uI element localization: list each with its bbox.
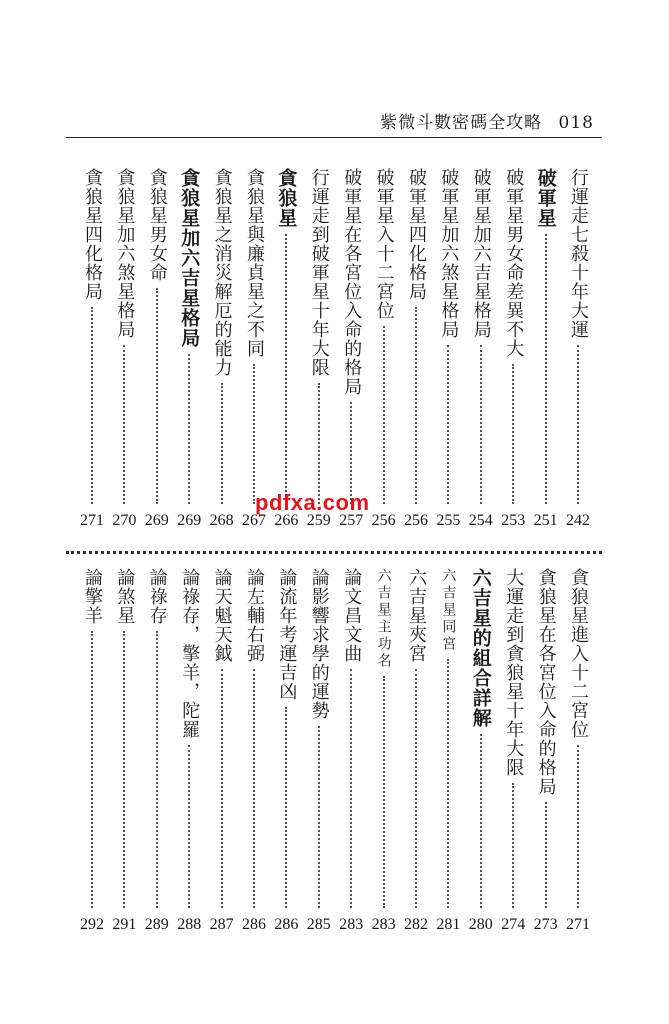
dot-leader — [415, 307, 417, 504]
toc-entry-page: 256 — [404, 512, 428, 529]
toc-entry-page: 289 — [144, 916, 169, 933]
toc-entry-title: 破軍星四化格局 — [406, 168, 427, 301]
toc-entry — [305, 568, 333, 934]
toc-entry-title: 破軍星加六吉星格局 — [470, 168, 492, 339]
toc-entry-title: 貪狼星加六吉星格局 — [178, 168, 201, 348]
toc-entry-page: 281 — [436, 916, 461, 933]
dot-leader — [253, 364, 255, 504]
toc-entry-page: 280 — [468, 916, 493, 933]
toc-entry-page: 268 — [209, 512, 234, 529]
toc-entry — [175, 568, 203, 934]
toc-entry-page: 256 — [371, 512, 396, 529]
dot-leader — [545, 802, 547, 908]
toc-entry — [337, 168, 365, 530]
toc-entry — [208, 168, 236, 530]
dot-leader — [156, 288, 158, 504]
toc-entry-title: 論文昌文曲 — [341, 568, 363, 663]
toc-entry — [370, 168, 398, 530]
toc-entry — [78, 168, 106, 530]
toc-entry-page: 286 — [242, 916, 266, 933]
toc-entry-title: 論天魁天鉞 — [211, 568, 233, 663]
toc-entry — [402, 168, 430, 530]
section-divider — [66, 551, 602, 554]
dot-leader — [221, 669, 223, 908]
toc-entry — [532, 168, 560, 530]
toc-entry-page: 271 — [80, 512, 104, 529]
running-header — [0, 108, 594, 133]
toc-entry — [532, 568, 560, 934]
toc-entry — [240, 168, 268, 530]
toc-entry-page: 259 — [306, 512, 331, 529]
toc-entry-page: 253 — [501, 512, 526, 529]
watermark: pdfxa.com — [255, 490, 370, 515]
toc-entry — [499, 568, 527, 934]
dot-leader — [383, 326, 385, 504]
dot-leader — [91, 307, 93, 504]
toc-entry — [467, 168, 495, 530]
toc-entry-title: 論祿存 — [146, 568, 168, 625]
dot-leader — [447, 345, 449, 504]
toc-entry-page: 291 — [112, 916, 137, 933]
toc-entry-page: 274 — [501, 916, 526, 933]
toc-entry-title: 論影響求學的運勢 — [308, 568, 330, 720]
toc-entry-title: 論祿存，擎羊，陀羅 — [179, 568, 201, 739]
dot-leader — [156, 631, 158, 908]
toc-entry-title: 六吉星同宮 — [440, 568, 457, 653]
toc-entry — [499, 168, 527, 530]
dot-leader — [188, 354, 190, 504]
toc-entry — [143, 168, 171, 530]
dot-leader — [123, 631, 125, 908]
dot-leader — [383, 676, 385, 908]
toc-entry-title: 貪狼星在各宮位入命的格局 — [535, 568, 557, 796]
toc-entry-title: 破軍星在各宮位入命的格局 — [341, 168, 363, 396]
toc-entry-page: 283 — [371, 916, 396, 933]
toc-entry — [434, 568, 462, 934]
toc-entry-title: 論煞星 — [114, 568, 136, 625]
header-rule — [66, 137, 602, 138]
toc-entry-page: 269 — [144, 512, 169, 529]
toc-entry — [370, 568, 398, 934]
book-title: 紫微斗數密碼全攻略 — [380, 113, 543, 133]
toc-entry-title: 論左輔右弼 — [244, 568, 265, 663]
dot-leader — [318, 726, 320, 908]
toc-entry-title: 破軍星男女命差異不大 — [503, 168, 525, 358]
header-page-number: 018 — [558, 113, 594, 133]
toc-entry — [564, 568, 592, 934]
toc-entry-title: 行運走七殺十年大運 — [568, 168, 589, 339]
dot-leader — [480, 345, 482, 504]
toc-entry — [240, 568, 268, 934]
dot-leader — [577, 345, 579, 504]
toc-entry-title: 破軍星加六煞星格局 — [438, 168, 460, 339]
toc-entry-page: 283 — [339, 916, 364, 933]
toc-entry-title: 行運走到破軍星十年大限 — [308, 168, 330, 377]
toc-entry-title: 大運走到貪狼星十年大限 — [503, 568, 525, 777]
toc-entry — [337, 568, 365, 934]
toc-entry — [78, 568, 106, 934]
dot-leader — [480, 734, 482, 908]
toc-entry — [175, 168, 203, 530]
dot-leader — [512, 783, 514, 908]
toc-entry-page: 270 — [112, 512, 137, 529]
toc-entry — [305, 168, 333, 530]
dot-leader — [350, 402, 352, 504]
toc-entry-title: 貪狼星之消災解厄的能力 — [211, 168, 233, 377]
toc-entry — [110, 168, 138, 530]
toc-entry-page: 273 — [533, 916, 558, 933]
toc-entry-title: 貪狼星 — [275, 168, 298, 228]
dot-leader — [221, 383, 223, 504]
dot-leader — [285, 234, 287, 504]
toc-entry — [208, 568, 236, 934]
toc-entry-title: 貪狼星與廉貞星之不同 — [244, 168, 265, 358]
toc-entry — [143, 568, 171, 934]
toc-entry-page: 266 — [274, 512, 299, 529]
toc-entry-title: 貪狼星加六煞星格局 — [114, 168, 136, 339]
toc-entry-page: 242 — [566, 512, 590, 529]
toc-entry-title: 六吉星的組合詳解 — [469, 568, 492, 728]
dot-leader — [253, 669, 255, 908]
dot-leader — [350, 669, 352, 908]
toc-entry-page: 288 — [177, 916, 202, 933]
dot-leader — [91, 631, 93, 908]
toc-entry-page: 292 — [80, 916, 104, 933]
toc-entry-page: 257 — [339, 512, 364, 529]
toc-entry-page: 282 — [404, 916, 428, 933]
dot-leader — [415, 669, 417, 908]
toc-entry-page: 254 — [468, 512, 493, 529]
toc-entry-page: 287 — [209, 916, 234, 933]
toc-entry-title: 六吉星主功名 — [375, 568, 392, 670]
dot-leader — [285, 707, 287, 908]
toc-entry-page: 285 — [306, 916, 331, 933]
dot-leader — [123, 345, 125, 504]
toc-entry — [272, 568, 300, 934]
dot-leader — [318, 383, 320, 504]
toc-entry — [467, 568, 495, 934]
toc-entry-page: 255 — [436, 512, 461, 529]
dot-leader — [577, 745, 579, 908]
toc-entry-title: 貪狼星四化格局 — [82, 168, 103, 301]
dot-leader — [512, 364, 514, 504]
toc-entry — [402, 568, 430, 934]
toc-entry — [434, 168, 462, 530]
toc-entry-title: 貪狼星男女命 — [146, 168, 168, 282]
dot-leader — [447, 659, 449, 908]
toc-entry-title: 六吉星夾宮 — [406, 568, 427, 663]
dot-leader — [545, 234, 547, 504]
toc-entry — [110, 568, 138, 934]
toc-entry-page: 269 — [177, 512, 202, 529]
toc-entry-title: 破軍星入十二宮位 — [373, 168, 395, 320]
toc-entry-title: 破軍星 — [534, 168, 557, 228]
toc-entry-title: 論擎羊 — [82, 568, 103, 625]
toc-entry-title: 論流年考運吉凶 — [276, 568, 298, 701]
toc-entry-page: 271 — [566, 916, 590, 933]
toc-entry — [272, 168, 300, 530]
toc-entry-page: 286 — [274, 916, 299, 933]
toc-entry — [564, 168, 592, 530]
toc-entry-title: 貪狼星進入十二宮位 — [568, 568, 589, 739]
dot-leader — [188, 745, 190, 908]
toc-entry-page: 267 — [242, 512, 266, 529]
toc-entry-page: 251 — [533, 512, 558, 529]
